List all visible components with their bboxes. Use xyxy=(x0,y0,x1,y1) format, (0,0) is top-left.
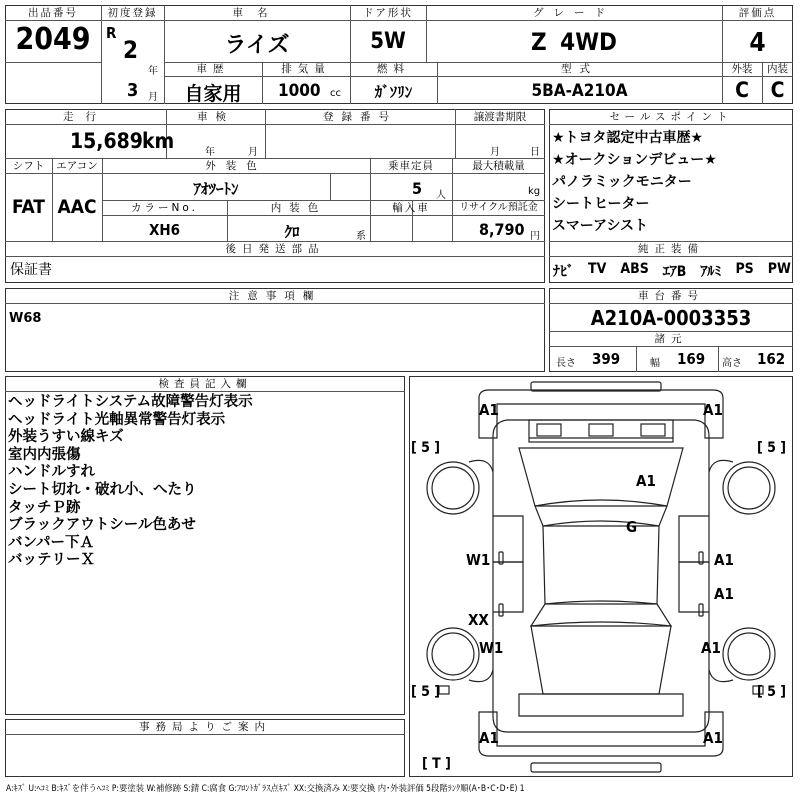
exterior-label: 外装 xyxy=(731,63,753,75)
mileage-value: 15,689 xyxy=(70,129,143,153)
tire-mark: [ 5 ] xyxy=(411,440,441,456)
mileage-unit: km xyxy=(142,129,175,153)
door-label: ドア形状 xyxy=(363,7,413,19)
history-label: 車歴 xyxy=(196,63,230,75)
damage-mark-right-quarter: A1 xyxy=(701,639,721,657)
inspector-note: ハンドルすれ xyxy=(8,464,95,481)
spec-label: 諸元 xyxy=(654,333,688,345)
damage-mark-roof: G xyxy=(626,518,638,536)
recycle-value: 8,790 xyxy=(479,220,525,239)
width-label: 幅 xyxy=(650,358,660,369)
sales-points-label: セールスポイント xyxy=(609,111,733,123)
inspector-note: バンパー下Ａ xyxy=(8,534,94,551)
caution-value: W68 xyxy=(9,311,42,326)
shift-value: FAT xyxy=(12,196,45,218)
damage-mark-rear-right: A1 xyxy=(703,729,723,747)
inspection-label: 車検 xyxy=(197,111,234,123)
inspector-note: バッテリーＸ xyxy=(8,552,95,569)
displacement-label: 排気量 xyxy=(281,63,331,75)
ac-label: エアコン xyxy=(56,160,98,172)
recycle-unit: 円 xyxy=(530,231,540,242)
office-label: 事務局よりご案内 xyxy=(139,721,271,733)
grade-label: グレード xyxy=(533,7,615,19)
equipment-item: PW xyxy=(767,261,791,277)
legend: A:ｷｽﾞ U:ﾍｺﾐ B:ｷｽﾞを伴うﾍｺﾐ P:要塗装 W:補修跡 S:錆 C:腐食 G:ﾌﾛﾝﾄｶﾞﾗｽ点ｷｽﾞ XX:交換済み X:要交換 内･外装評価 5段階ﾗﾝｸ順(A･B･C･D･E) 1 xyxy=(6,783,525,793)
interior-label: 内装 xyxy=(767,63,788,75)
sales-point: ★トヨタ認定中古車歴★ xyxy=(552,130,704,146)
load-unit: kg xyxy=(528,186,541,197)
damage-mark-left-quarter: W1 xyxy=(479,639,504,657)
height-value: 162 xyxy=(757,350,786,368)
transfer-month-unit: 月 xyxy=(490,147,500,158)
damage-mark-hood: A1 xyxy=(636,472,656,490)
load-label: 最大積載量 xyxy=(472,160,525,172)
height-label: 高さ xyxy=(722,358,742,369)
equipment-list xyxy=(553,261,791,281)
fuel-label: 燃料 xyxy=(377,63,410,75)
displacement-unit: cc xyxy=(330,88,341,99)
damage-mark-left-front-door: W1 xyxy=(466,551,491,569)
inspector-note: タッチＰ跡 xyxy=(8,499,81,516)
mileage-label: 走行 xyxy=(63,111,108,123)
door-value: 5W xyxy=(370,29,406,54)
chassis-label: 車台番号 xyxy=(638,290,704,302)
equipment-item: ｱﾙﾐ xyxy=(700,264,722,280)
capacity-value: 5 xyxy=(412,179,423,198)
grade-value: Z 4WD xyxy=(531,28,617,56)
transfer-day-unit: 日 xyxy=(530,147,540,158)
sales-point: パノラミックモニター xyxy=(552,174,692,190)
reg-year: 2 xyxy=(123,36,139,64)
era-letter: R xyxy=(106,24,117,42)
damage-mark-front-left: A1 xyxy=(479,401,499,419)
model-value: 5BA-A210A xyxy=(531,81,628,101)
inspector-note: ヘッドライト光軸異常警告灯表示 xyxy=(8,411,226,428)
color-no-value: XH6 xyxy=(148,221,181,239)
damage-mark-front-right: A1 xyxy=(703,401,723,419)
inspector-note: ヘッドライトシステム故障警告灯表示 xyxy=(8,394,253,410)
later-parts-value: 保証書 xyxy=(10,262,52,278)
tire-mark: [ 5 ] xyxy=(757,684,787,700)
history-value: 自家用 xyxy=(184,83,242,105)
ac-value: AAC xyxy=(57,196,97,218)
displacement-value: 1000 xyxy=(278,81,321,101)
ext-color-label: 外装色 xyxy=(205,160,267,172)
sales-point: シートヒーター xyxy=(552,196,650,212)
length-label: 長さ xyxy=(556,358,576,369)
lot-no: 2049 xyxy=(15,22,91,57)
equipment-item: TV xyxy=(588,261,607,277)
inspector-notes xyxy=(8,394,253,570)
sales-point: スマーアシスト xyxy=(552,218,649,234)
length-value: 399 xyxy=(592,350,621,368)
interior-value: C xyxy=(770,78,785,102)
shift-label: シフト xyxy=(12,160,45,172)
damage-mark-right-rear-door: A1 xyxy=(714,585,734,603)
exterior-value: C xyxy=(735,78,749,102)
inspector-note: シート切れ・破れ小、へたり xyxy=(8,481,197,498)
inspector-note: 外装うすい線キズ xyxy=(8,429,124,446)
equipment-label: 純正装備 xyxy=(638,243,704,255)
ext-color-value: ｱｵﾂｰﾄﾝ xyxy=(193,180,239,198)
inspector-label: 検査員記入欄 xyxy=(158,378,252,390)
car-name: ライズ xyxy=(224,33,290,58)
trunk-mark: [ T ] xyxy=(422,756,451,772)
inspection-month-unit: 月 xyxy=(248,147,258,158)
import-label: 輸入車 xyxy=(392,202,430,214)
width-value: 169 xyxy=(677,350,706,368)
int-color-unit: 系 xyxy=(356,231,366,242)
int-color-value: ｸﾛ xyxy=(284,223,300,241)
fuel-value: ｶﾞｿﾘﾝ xyxy=(374,83,413,101)
inspector-note: 室内内張傷 xyxy=(8,446,81,463)
sales-point: ★オークションデビュー★ xyxy=(552,152,717,168)
capacity-unit: 人 xyxy=(436,190,446,201)
chassis-value: A210A-0003353 xyxy=(590,306,752,330)
tire-mark: [ 5 ] xyxy=(757,440,787,456)
tire-mark: [ 5 ] xyxy=(411,684,441,700)
transfer-label: 譲渡書期限 xyxy=(473,111,527,123)
inspection-year-unit: 年 xyxy=(205,147,215,158)
damage-mark-rear-left: A1 xyxy=(479,729,499,747)
color-no-label: カラーNo. xyxy=(131,202,198,214)
inspector-note: ブラックアウトシール色あせ xyxy=(8,517,196,534)
int-color-label: 内装色 xyxy=(270,202,327,214)
damage-mark-right-front-door: A1 xyxy=(714,551,734,569)
score-label: 評価点 xyxy=(738,7,777,19)
score-value: 4 xyxy=(749,28,766,58)
recycle-label: リサイクル預託金 xyxy=(459,202,538,213)
equipment-item: ｴｱB xyxy=(662,264,687,280)
model-label: 型式 xyxy=(561,63,598,75)
caution-label: 注意事項欄 xyxy=(228,290,322,302)
reg-no-label: 登録番号 xyxy=(323,111,397,123)
lot-no-label: 出品番号 xyxy=(28,7,78,19)
capacity-label: 乗車定員 xyxy=(388,160,434,172)
equipment-item: PS xyxy=(735,261,754,277)
first-reg-label: 初度登録 xyxy=(107,7,158,19)
reg-month-unit: 月 xyxy=(148,92,158,103)
car-diagram xyxy=(409,376,793,777)
car-name-label: 車名 xyxy=(232,7,282,19)
reg-year-unit: 年 xyxy=(148,66,158,77)
damage-mark-left-rear: XX xyxy=(468,611,489,629)
reg-month: 3 xyxy=(127,80,139,101)
equipment-item: ﾅﾋﾞ xyxy=(553,264,574,280)
equipment-item: ABS xyxy=(620,261,649,277)
later-parts-label: 後日発送部品 xyxy=(225,243,325,255)
